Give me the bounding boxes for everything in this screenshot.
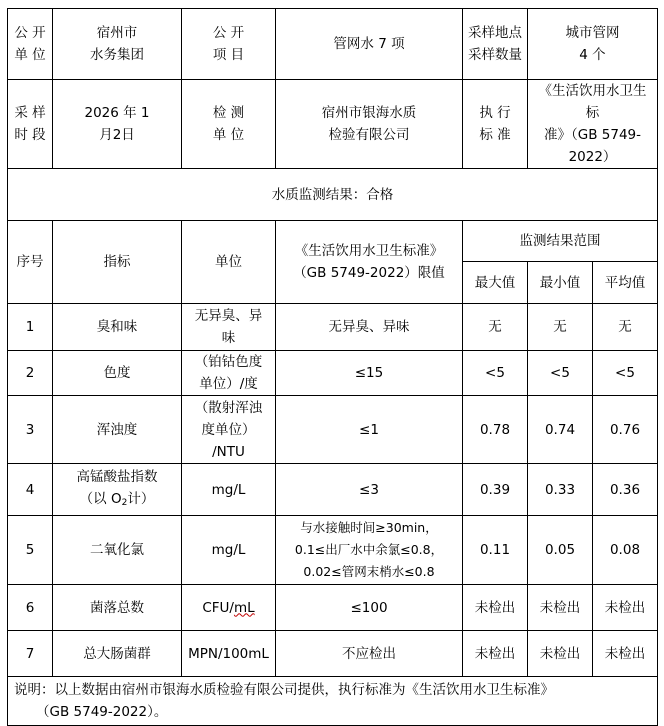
row-avg: 未检出 — [593, 585, 658, 631]
row-no: 2 — [8, 351, 53, 396]
row-indicator: 色度 — [53, 351, 182, 396]
col-indicator: 指标 — [53, 221, 182, 304]
row-indicator: 浑浊度 — [53, 396, 182, 464]
item-value: 管网水 7 项 — [276, 9, 463, 80]
period-label: 采 样 时 段 — [8, 80, 53, 169]
publisher-label: 公 开 单 位 — [8, 9, 53, 80]
row-limit: ≤15 — [276, 351, 463, 396]
report-table — [7, 8, 658, 726]
table-row — [8, 585, 658, 631]
col-range: 监测结果范围 — [463, 221, 658, 262]
table-row — [8, 464, 658, 516]
row-no: 7 — [8, 631, 53, 677]
header-row-1 — [8, 9, 658, 80]
row-indicator: 高锰酸盐指数 （以 $O_2$计） — [53, 464, 182, 516]
row-unit: mg/L — [182, 516, 276, 585]
row-no: 6 — [8, 585, 53, 631]
row-avg: 未检出 — [593, 631, 658, 677]
row-indicator: 臭和味 — [53, 304, 182, 351]
row-avg: 无 — [593, 304, 658, 351]
row-unit: （散射浑浊 度单位） /NTU — [182, 396, 276, 464]
row-min: 未检出 — [528, 585, 593, 631]
row-max: 0.39 — [463, 464, 528, 516]
row-min: 无 — [528, 304, 593, 351]
standard-label: 执 行 标 准 — [463, 80, 528, 169]
row-unit: （铂钴色度 单位）/度 — [182, 351, 276, 396]
col-limit: 《生活饮用水卫生标准》 （GB 5749-2022）限值 — [276, 221, 463, 304]
lab-label: 检 测 单 位 — [182, 80, 276, 169]
row-indicator: 总大肠菌群 — [53, 631, 182, 677]
row-indicator: 菌落总数 — [53, 585, 182, 631]
row-indicator: 二氧化氯 — [53, 516, 182, 585]
lab-value: 宿州市银海水质 检验有限公司 — [276, 80, 463, 169]
col-min: 最小值 — [528, 262, 593, 304]
publisher-value: 宿州市 水务集团 — [53, 9, 182, 80]
row-max: 无 — [463, 304, 528, 351]
col-unit: 单位 — [182, 221, 276, 304]
row-no: 4 — [8, 464, 53, 516]
result-summary: 水质监测结果：合格 — [8, 169, 658, 221]
row-limit: 与水接触时间≥30min， 0.1≤出厂水中余氯≤0.8， 0.02≤管网末梢水≤0.8 — [276, 516, 463, 585]
row-min: 0.74 — [528, 396, 593, 464]
table-row — [8, 304, 658, 351]
row-max: 0.78 — [463, 396, 528, 464]
row-min: 0.33 — [528, 464, 593, 516]
note-row — [8, 677, 658, 726]
row-unit: CFU/mL — [182, 585, 276, 631]
summary-row — [8, 169, 658, 221]
header-row-2 — [8, 80, 658, 169]
row-unit: MPN/100mL — [182, 631, 276, 677]
row-no: 3 — [8, 396, 53, 464]
site-label: 采样地点 采样数量 — [463, 9, 528, 80]
item-label: 公 开 项 目 — [182, 9, 276, 80]
period-value: 2026 年 1 月2日 — [53, 80, 182, 169]
standard-value: 《生活饮用水卫生标 准》（GB 5749-2022） — [528, 80, 658, 169]
row-avg: <5 — [593, 351, 658, 396]
row-limit: ≤100 — [276, 585, 463, 631]
row-no: 1 — [8, 304, 53, 351]
col-no: 序号 — [8, 221, 53, 304]
row-max: <5 — [463, 351, 528, 396]
row-avg: 0.76 — [593, 396, 658, 464]
row-limit: 不应检出 — [276, 631, 463, 677]
row-limit: ≤3 — [276, 464, 463, 516]
row-unit: mg/L — [182, 464, 276, 516]
row-min: 未检出 — [528, 631, 593, 677]
row-limit: ≤1 — [276, 396, 463, 464]
col-avg: 平均值 — [593, 262, 658, 304]
row-unit: 无异臭、异 味 — [182, 304, 276, 351]
col-max: 最大值 — [463, 262, 528, 304]
site-value: 城市管网 4 个 — [528, 9, 658, 80]
report-note: 说明：以上数据由宿州市银海水质检验有限公司提供，执行标准为《生活饮用水卫生标准》 （GB 5749-2022）。 — [8, 677, 658, 726]
row-max: 未检出 — [463, 631, 528, 677]
row-min: <5 — [528, 351, 593, 396]
row-max: 未检出 — [463, 585, 528, 631]
row-max: 0.11 — [463, 516, 528, 585]
row-avg: 0.08 — [593, 516, 658, 585]
row-avg: 0.36 — [593, 464, 658, 516]
column-header-row-1 — [8, 221, 658, 262]
row-no: 5 — [8, 516, 53, 585]
table-row — [8, 516, 658, 585]
row-min: 0.05 — [528, 516, 593, 585]
table-row — [8, 351, 658, 396]
table-row — [8, 631, 658, 677]
table-row — [8, 396, 658, 464]
row-limit: 无异臭、异味 — [276, 304, 463, 351]
